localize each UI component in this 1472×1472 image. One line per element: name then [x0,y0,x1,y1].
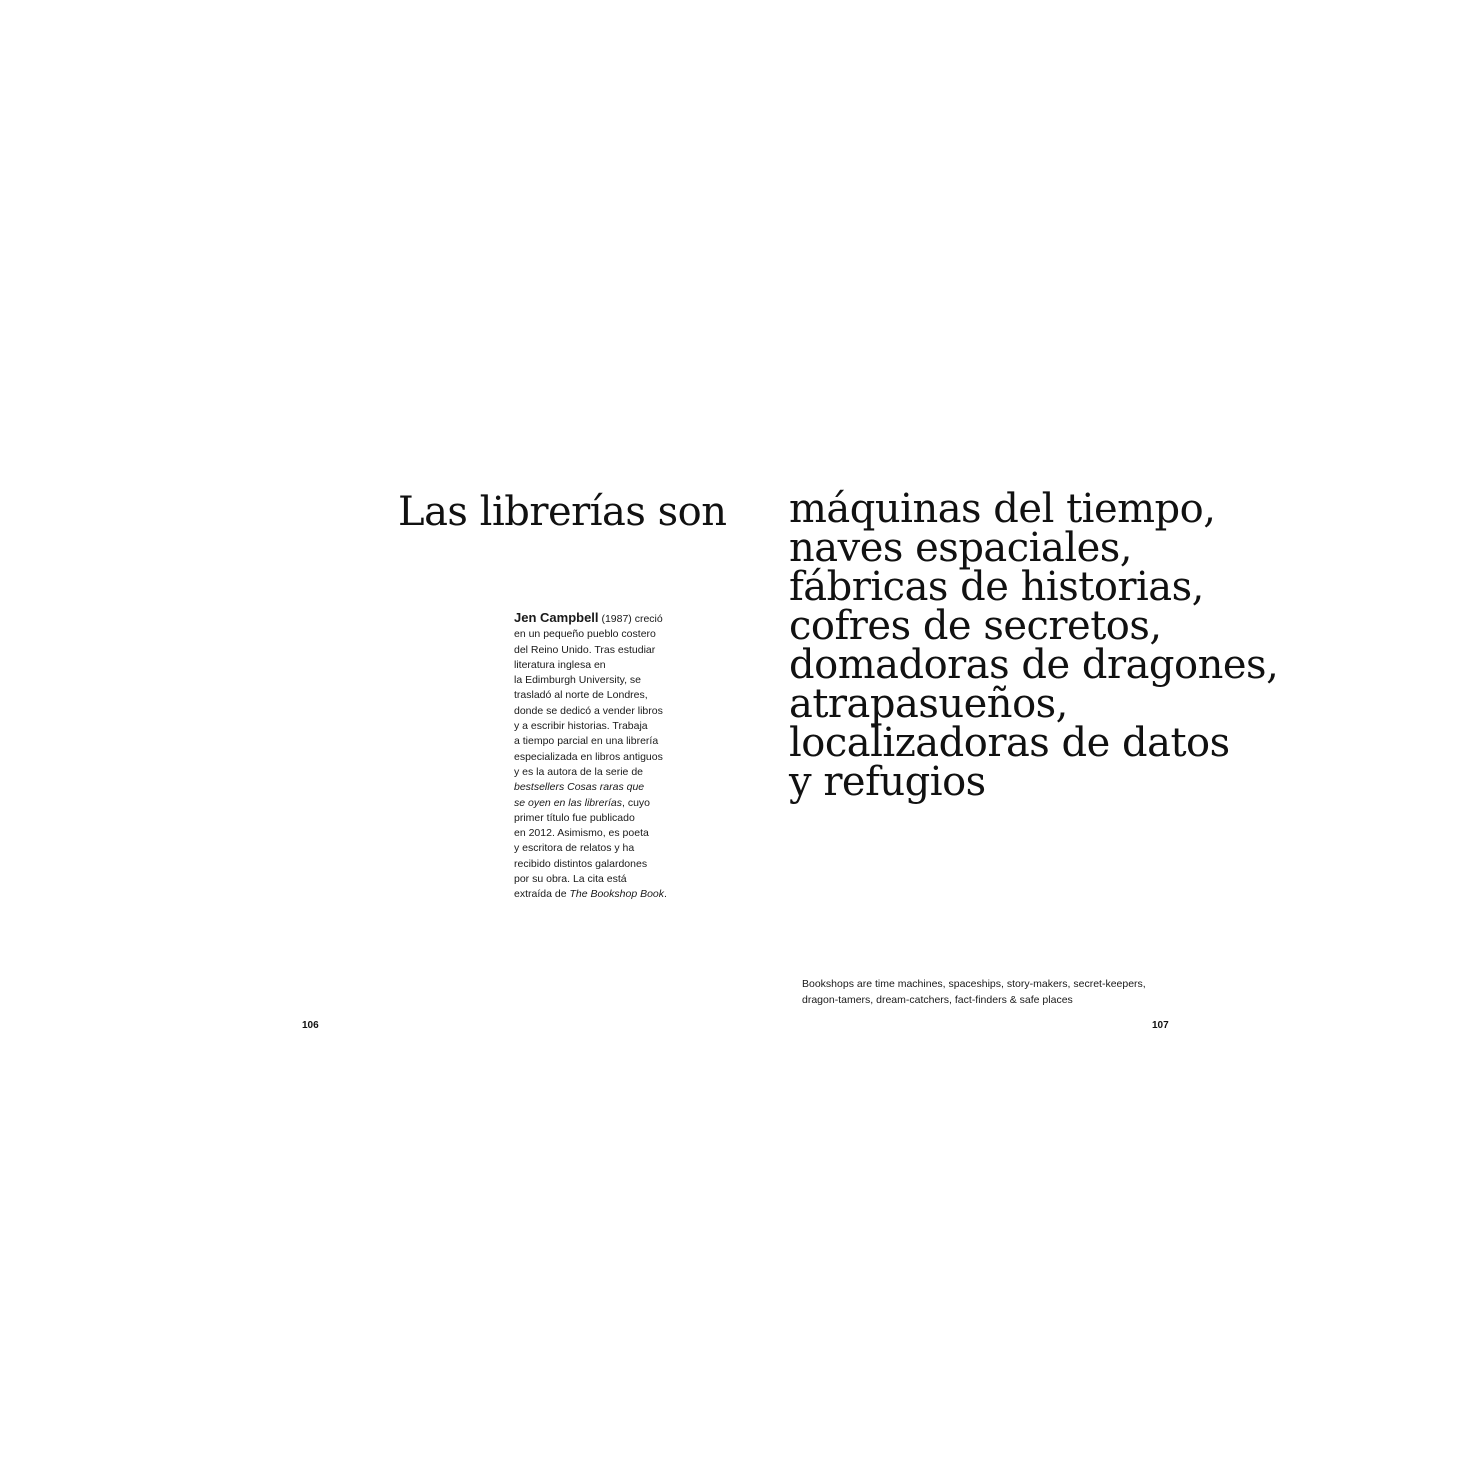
bio-text: , cuyo [621,796,650,809]
bio-text: y a escribir historias. Trabaja [514,720,648,733]
quote-line: domadoras de dragones, [789,642,1279,688]
author-name: Jen Campbell [514,610,599,625]
bio-text: especializada en libros antiguos [514,750,663,763]
bio-text: trasladó al norte de Londres, [514,689,648,702]
bio-italic-text: The Bookshop Book [569,888,665,901]
bio-text: por su obra. La cita está [514,873,627,886]
bio-text: a tiempo parcial en una librería [514,735,659,748]
bio-text: y escritora de relatos y ha [514,842,635,855]
bio-line [599,613,663,625]
bio-line [514,796,674,811]
page-number-right: 107 [1152,1020,1169,1031]
quote-opening: Las librerías son [398,489,727,535]
quote-line: atrapasueños, [789,681,1068,727]
bio-text: extraída de [514,888,570,901]
bio-text: literatura inglesa en [514,658,606,671]
bio-line [514,872,674,887]
english-translation [802,977,1202,1008]
right-page [736,0,1472,1472]
bio-line [514,627,674,642]
quote-continuation [789,486,1449,805]
bio-line [514,719,674,734]
quote-line: fábricas de historias, [789,564,1204,610]
bio-line [514,765,674,780]
bio-text: (1987) creció [598,613,663,625]
bio-italic-text: se oyen en las librerías [514,796,622,809]
translation-line: Bookshops are time machines, spaceships, story-makers, secret-keepers, [802,978,1146,990]
bio-text: primer título fue publicado [514,811,635,824]
translation-line: dragon-tamers, dream-catchers, fact-finders & safe places [802,993,1073,1006]
bio-text: la Edimburgh University, se [514,674,642,687]
bio-line [514,673,674,688]
bio-line [514,643,674,658]
bio-line [514,688,674,703]
bio-line [514,734,674,749]
page-number-left: 106 [302,1020,319,1031]
quote-line: cofres de secretos, [789,603,1162,649]
bio-first-line [514,610,674,627]
bio-line [514,811,674,826]
bio-text: en un pequeño pueblo costero [514,628,656,641]
quote-line: máquinas del tiempo, [789,486,1216,532]
bio-line [514,780,674,795]
bio-line [514,826,674,841]
bio-line [514,857,674,872]
bio-italic-text: bestsellers Cosas raras que [514,781,645,794]
quote-line: y refugios [789,759,986,805]
bio-text: donde se dedicó a vender libros [514,704,663,717]
bio-text: del Reino Unido. Tras estudiar [514,643,656,656]
bio-line [514,704,674,719]
bio-text: en 2012. Asimismo, es poeta [514,827,649,840]
bio-text: recibido distintos galardones [514,857,648,870]
bio-text: y es la autora de la serie de [514,765,643,778]
bio-line [514,750,674,765]
quote-line: naves espaciales, [789,525,1133,571]
bio-body [514,627,674,902]
bio-line [514,841,674,856]
bio-text: . [664,888,667,901]
author-bio [514,610,674,903]
bio-line [514,658,674,673]
quote-line: localizadoras de datos [789,720,1230,766]
bio-line [514,887,674,902]
